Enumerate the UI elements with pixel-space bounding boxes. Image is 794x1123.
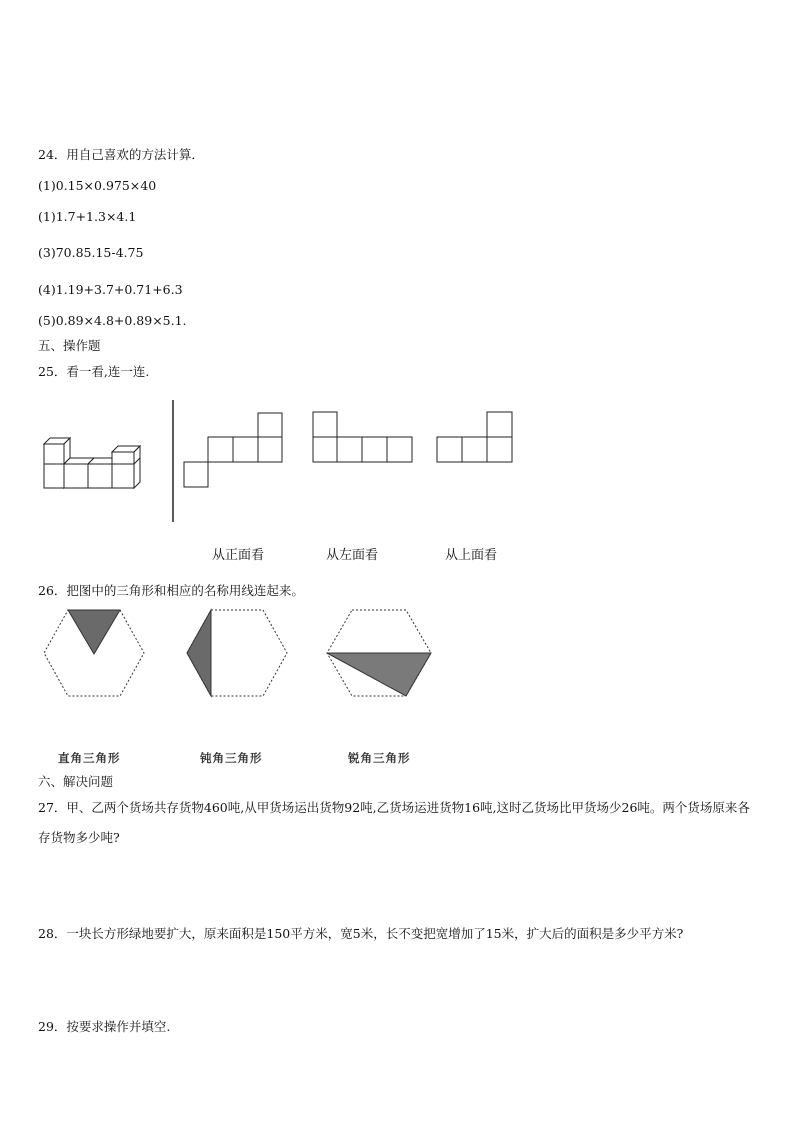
q27-text: 27．甲、乙两个货场共存货物460吨,从甲货场运出货物92吨,乙货场运进货物16吨,这时乙货场比甲货场少26吨。两个货场原来各存货物多少吨? xyxy=(38,800,750,845)
q24-item-3: (3)70.85.15-4.75 xyxy=(38,245,144,260)
q24-item-1: (1)0.15×0.975×40 xyxy=(38,178,157,193)
q28-text: 28．一块长方形绿地要扩大，原来面积是150平方米，宽5米，长不变把宽增加了15米，扩大后的面积是多少平方米? xyxy=(38,926,684,941)
divider-line xyxy=(171,400,175,525)
view-grid-1 xyxy=(183,412,285,490)
label-right-triangle: 直角三角形 xyxy=(58,751,121,765)
view-grid-2 xyxy=(312,411,416,465)
q26-title: 26．把图中的三角形和相应的名称用线连起来。 xyxy=(38,583,304,598)
q24-title: 24．用自己喜欢的方法计算． xyxy=(38,147,204,162)
view-label-front: 从正面看 xyxy=(212,548,265,563)
view-grid-3 xyxy=(436,411,516,465)
q24-item-4: (4)1.19+3.7+0.71+6.3 xyxy=(38,282,183,297)
hexagon-figure-2 xyxy=(185,608,289,698)
q24-item-2: (1)1.7+1.3×4.1 xyxy=(38,209,137,224)
q29-text: 29．按要求操作并填空. xyxy=(38,1019,171,1034)
section-5-heading: 五、操作题 xyxy=(38,338,101,353)
q24-item-5: (5)0.89×4.8+0.89×5.1. xyxy=(38,313,187,328)
view-label-top: 从上面看 xyxy=(445,548,498,563)
hexagon-figure-3 xyxy=(325,608,433,698)
label-acute-triangle: 锐角三角形 xyxy=(348,751,411,765)
label-obtuse-triangle: 钝角三角形 xyxy=(200,751,263,765)
section-6-heading: 六、解决问题 xyxy=(38,774,114,789)
q25-title: 25．看一看,连一连. xyxy=(38,364,150,379)
view-label-left: 从左面看 xyxy=(326,548,379,563)
cube-arrangement-figure xyxy=(40,434,160,494)
hexagon-figure-1 xyxy=(42,608,146,698)
